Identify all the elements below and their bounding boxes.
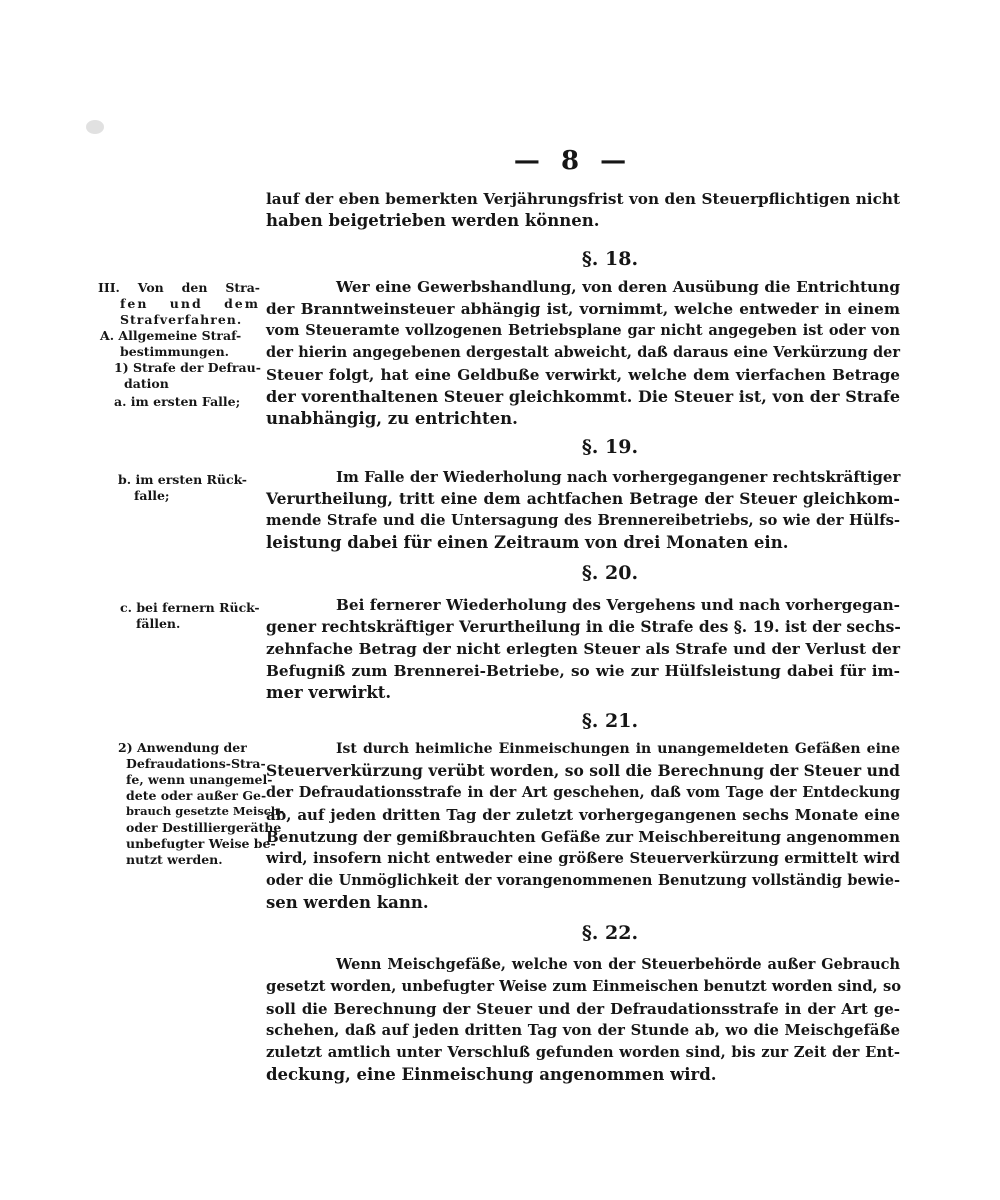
text-line: der Defraudationsstrafe in der Art geschehen, daß vom Tage der Entdeckung [266,784,900,801]
margin-note-line: fen und dem [120,296,260,311]
margin-note-line: c. bei fernern Rück- [120,600,260,615]
section-heading: §. 22. [581,922,639,944]
margin-note-line: Defraudations-Stra- [126,756,266,771]
text-line: leistung dabei für einen Zeitraum von drei Monaten ein. [266,533,789,552]
margin-note-line: brauch gesetzte Meisch- [126,804,284,818]
text-line: soll die Berechnung der Steuer und der Defraudationsstrafe in der Art ge- [266,1000,900,1018]
text-line: schehen, daß auf jeden dritten Tag von der Stunde ab, wo die Meischgefäße [266,1022,900,1039]
text-line: sen werden kann. [266,893,429,912]
margin-note-line: fällen. [136,616,181,631]
margin-note-line: b. im ersten Rück- [118,472,247,487]
margin-note-line: oder Destilliergeräthe [126,820,282,835]
text-line: oder die Unmöglichkeit der vorangenommenen Benutzung vollständig bewie- [266,872,900,889]
text-line: zuletzt amtlich unter Verschluß gefunden worden sind, bis zur Zeit der Ent- [266,1044,900,1061]
margin-note-line: III. Von den Stra- [98,280,260,295]
text-line: Im Falle der Wiederholung nach vorhergegangener rechtskräftiger [336,468,901,486]
margin-note-line: A. Allgemeine Straf- [100,328,242,343]
text-line: vom Steueramte vollzogenen Betriebsplane gar nicht angegeben ist oder von [266,322,900,339]
text-line: der vorenthaltenen Steuer gleichkommt. Die Steuer ist, von der Strafe [266,387,900,406]
margin-note-line: dation [124,376,169,391]
text-line: Benutzung der gemißbrauchten Gefäße zur Meischbereitung angenommen [266,828,900,846]
text-line: lauf der eben bemerkten Verjährungsfrist von den Steuerpflichtigen nicht [266,190,900,208]
text-line: Verurtheilung, tritt eine dem achtfachen Betrage der Steuer gleichkom- [266,489,900,508]
margin-note-line: 2) Anwendung der [118,740,247,755]
paper-stain [86,120,104,134]
text-line: gesetzt worden, unbefugter Weise zum Einmeischen benutzt worden sind, so [266,978,902,995]
text-line: Steuer folgt, hat eine Geldbuße verwirkt, welche dem vierfachen Betrage [266,366,900,384]
text-line: unabhängig, zu entrichten. [266,409,518,428]
text-line: zehnfache Betrag der nicht erlegten Steuer als Strafe und der Verlust der [266,640,900,658]
margin-note-line: 1) Strafe der Defrau- [114,360,261,375]
page-number: — 8 — [513,146,633,176]
text-line: wird, insofern nicht entweder eine größere Steuerverkürzung ermittelt wird [266,850,900,867]
section-heading: §. 21. [581,710,639,732]
text-line: der Branntweinsteuer abhängig ist, vornimmt, welche entweder in einem [266,300,900,318]
margin-note-line: Strafverfahren. [120,312,243,327]
text-line: Wenn Meischgefäße, welche von der Steuerbehörde außer Gebrauch [336,956,900,973]
text-line: Bei fernerer Wiederholung des Vergehens und nach vorhergegan- [336,596,900,614]
text-line: Ist durch heimliche Einmeischungen in unangemeldeten Gefäßen eine [336,741,900,757]
text-line: deckung, eine Einmeischung angenommen wird. [266,1065,717,1084]
text-line: Steuerverkürzung verübt worden, so soll die Berechnung der Steuer und [266,761,900,780]
text-line: ab, auf jeden dritten Tag der zuletzt vorhergegangenen sechs Monate eine [266,806,900,824]
text-line: haben beigetrieben werden können. [266,211,600,230]
section-heading: §. 18. [581,248,639,270]
margin-note-line: nutzt werden. [126,852,223,867]
text-line: der hierin angegebenen dergestalt abweicht, daß daraus eine Verkürzung der [266,344,900,361]
text-line: mer verwirkt. [266,683,392,702]
text-line: Wer eine Gewerbshandlung, von deren Ausübung die Entrichtung [336,278,900,296]
text-line: Befugniß zum Brennerei-Betriebe, so wie zur Hülfsleistung dabei für im- [266,662,900,680]
margin-note-line: fe, wenn unangemel- [126,772,273,787]
margin-note-line: falle; [134,488,170,503]
margin-note-line: dete oder außer Ge- [126,788,267,803]
text-line: mende Strafe und die Untersagung des Brennereibetriebs, so wie der Hülfs- [266,512,900,529]
section-heading: §. 20. [581,562,639,584]
margin-note-line: unbefugter Weise be- [126,836,276,851]
margin-note-line: a. im ersten Falle; [114,394,241,409]
section-heading: §. 19. [581,436,639,458]
margin-note-line: bestimmungen. [120,344,230,359]
text-line: gener rechtskräftiger Verurtheilung in die Strafe des §. 19. ist der sechs- [266,617,901,636]
